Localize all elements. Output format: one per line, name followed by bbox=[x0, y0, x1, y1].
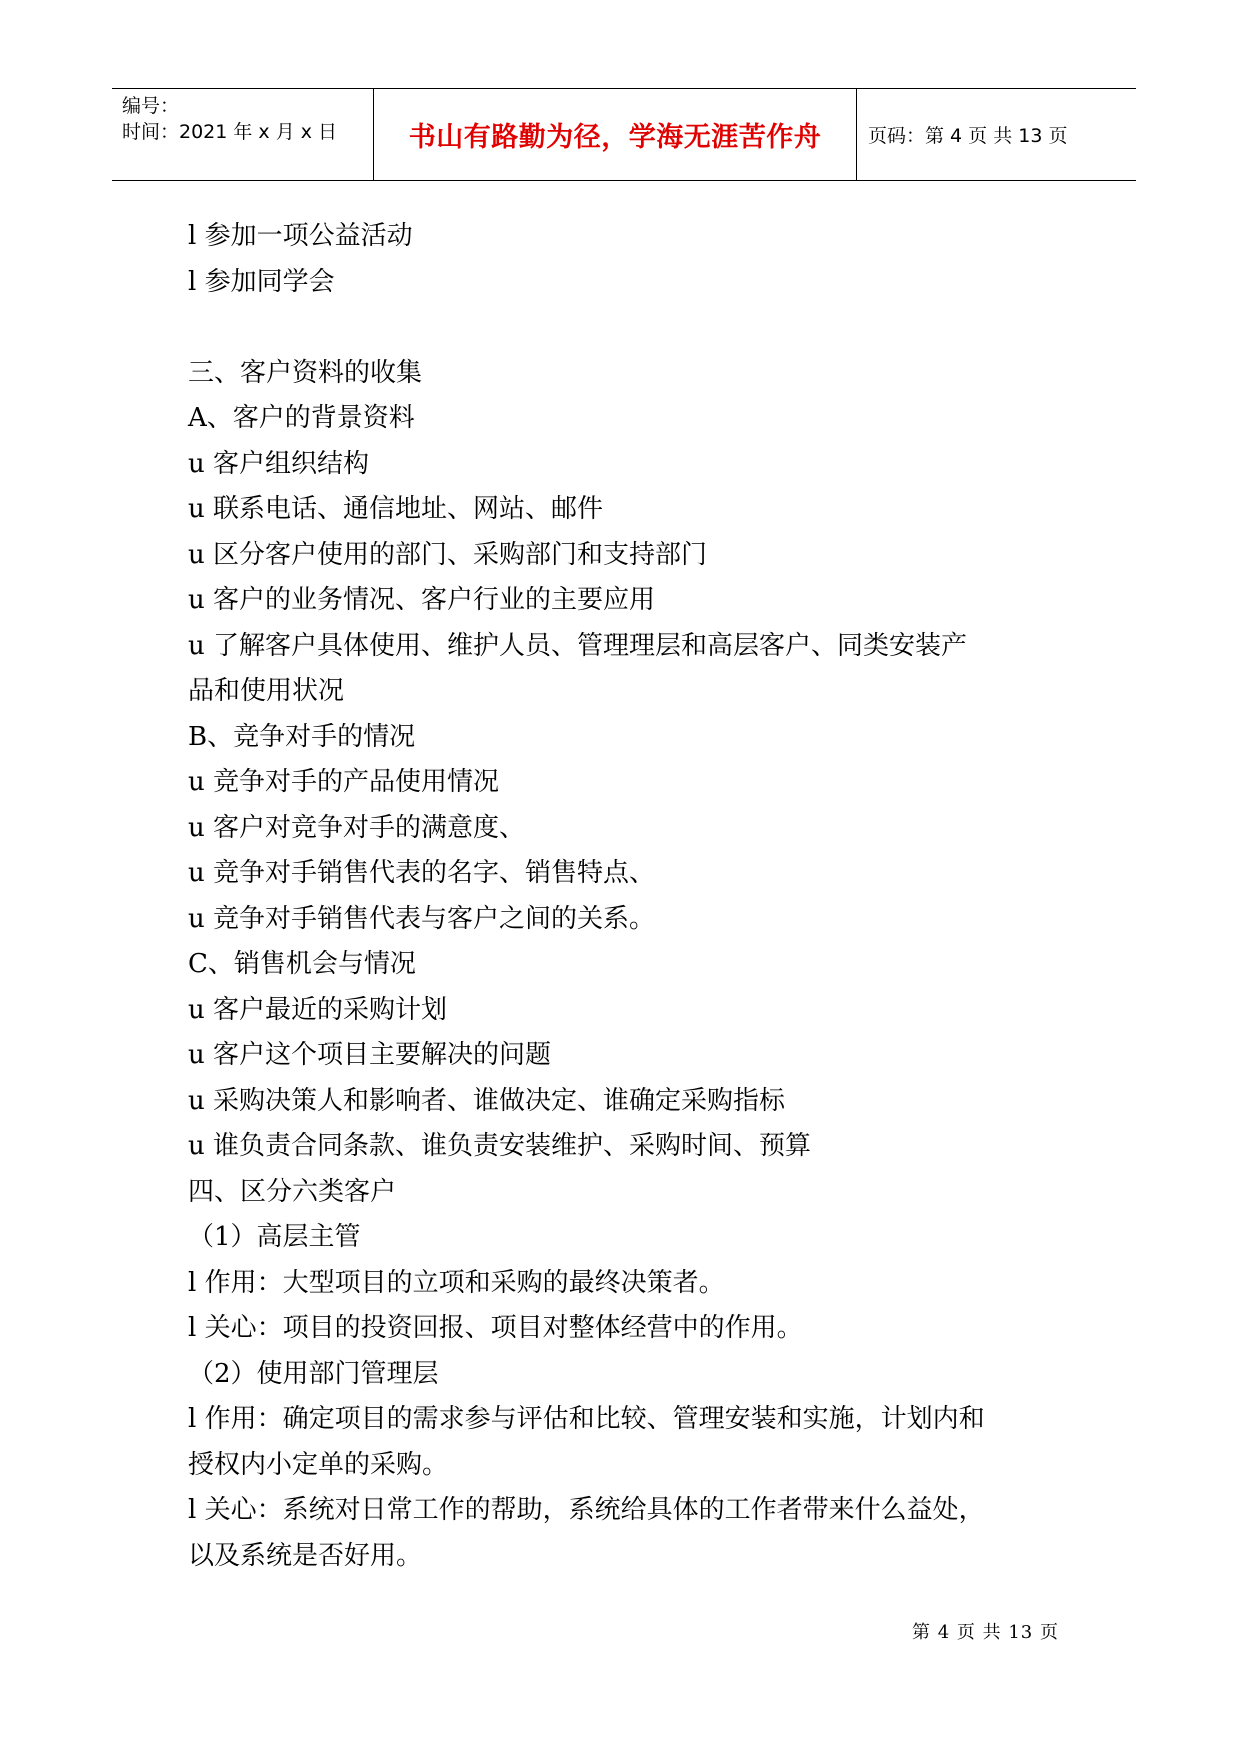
text-line: 以及系统是否好用。 bbox=[188, 1540, 423, 1571]
page-footer: 第 4 页 共 13 页 bbox=[912, 1622, 1059, 1643]
subsection-heading: A、客户的背景资料 bbox=[188, 403, 415, 433]
text-line: l 作用：大型项目的立项和采购的最终决策者。 bbox=[188, 1267, 725, 1298]
text-line: l 参加同学会 bbox=[188, 266, 335, 297]
text-line: l 作用：确定项目的需求参与评估和比较、管理安装和实施，计划内和 bbox=[188, 1404, 985, 1434]
header-page-number: 页码：第 4 页 共 13 页 bbox=[868, 125, 1068, 147]
blank-line bbox=[188, 305, 1068, 351]
text-line: u 区分客户使用的部门、采购部门和支持部门 bbox=[188, 539, 708, 570]
text-line: l 参加一项公益活动 bbox=[188, 221, 413, 251]
text-line: u 采购决策人和影响者、谁做决定、谁确定采购指标 bbox=[188, 1085, 786, 1116]
text-line: u 联系电话、通信地址、网站、邮件 bbox=[188, 494, 604, 524]
subsection-heading: C、销售机会与情况 bbox=[188, 949, 416, 979]
text-line: u 谁负责合同条款、谁负责安装维护、采购时间、预算 bbox=[188, 1131, 812, 1161]
text-line: u 客户对竞争对手的满意度、 bbox=[188, 812, 526, 843]
subsection-heading: B、竞争对手的情况 bbox=[188, 721, 416, 752]
text-line: u 竞争对手销售代表与客户之间的关系。 bbox=[188, 903, 656, 934]
section-heading: 三、客户资料的收集 bbox=[188, 357, 423, 388]
header-motto: 书山有路勤为径，学海无涯苦作舟 bbox=[408, 122, 822, 153]
document-body bbox=[188, 214, 1068, 1579]
text-line: l 关心：系统对日常工作的帮助，系统给具体的工作者带来什么益处， bbox=[188, 1495, 985, 1525]
text-line: u 客户组织结构 bbox=[188, 448, 370, 479]
text-line: 授权内小定单的采购。 bbox=[188, 1449, 449, 1480]
page-header bbox=[112, 88, 1136, 181]
text-line: 品和使用状况 bbox=[188, 676, 345, 706]
subsection-heading: （2）使用部门管理层 bbox=[188, 1358, 439, 1389]
text-line: u 客户的业务情况、客户行业的主要应用 bbox=[188, 585, 656, 615]
header-meta bbox=[122, 93, 337, 145]
text-line: u 竞争对手销售代表的名字、销售特点、 bbox=[188, 858, 656, 888]
header-divider bbox=[856, 89, 857, 180]
text-line: u 客户这个项目主要解决的问题 bbox=[188, 1040, 552, 1070]
text-line: u 竞争对手的产品使用情况 bbox=[188, 767, 500, 797]
subsection-heading: （1）高层主管 bbox=[188, 1222, 361, 1252]
document-time-label: 时间：2021 年 x 月 x 日 bbox=[122, 121, 338, 143]
section-heading: 四、区分六类客户 bbox=[188, 1176, 397, 1207]
document-number-label: 编号： bbox=[122, 95, 180, 117]
text-line: l 关心：项目的投资回报、项目对整体经营中的作用。 bbox=[188, 1313, 803, 1343]
text-line: u 了解客户具体使用、维护人员、管理理层和高层客户、同类安装产 bbox=[188, 630, 968, 661]
text-line: u 客户最近的采购计划 bbox=[188, 994, 448, 1025]
